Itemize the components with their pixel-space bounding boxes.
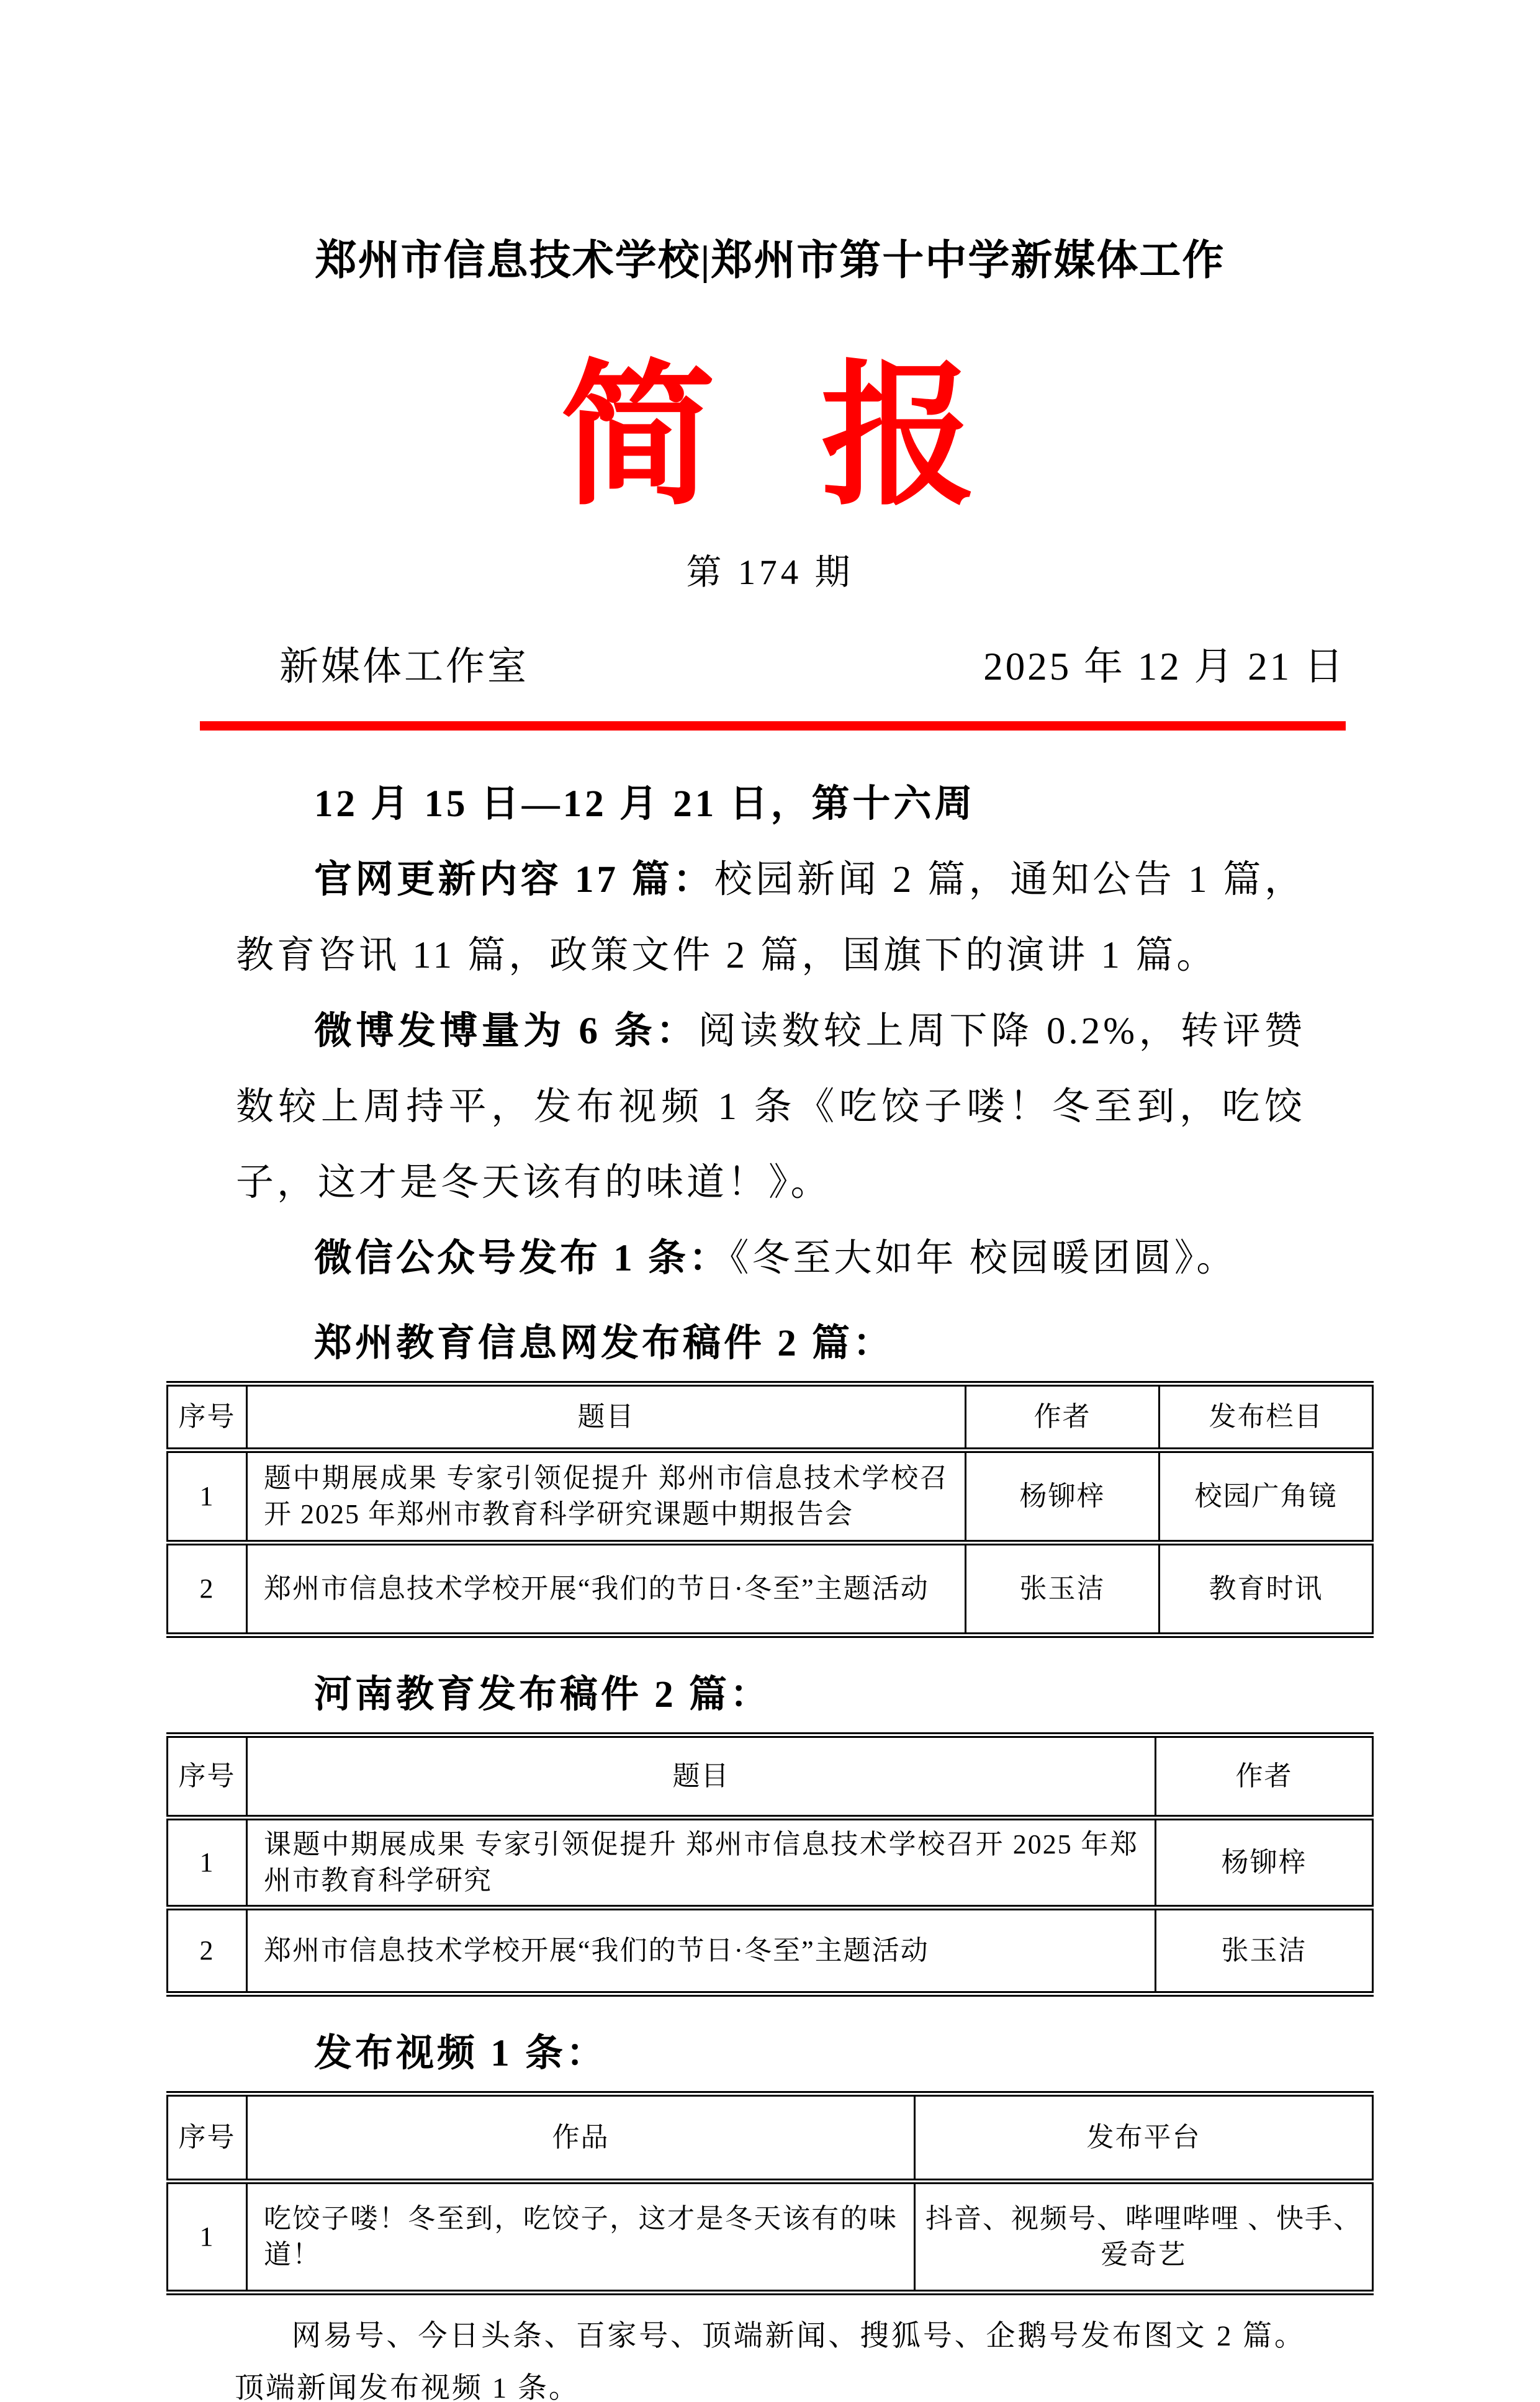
table-header-row — [168, 1735, 1373, 1818]
table-row — [168, 1908, 1373, 1994]
divider-rule — [200, 721, 1346, 731]
section-heading-henan: 河南教育发布稿件 2 篇： — [314, 1674, 772, 1716]
footer-note-text: 网易号、今日头条、百家号、顶端新闻、搜狐号、企鹅号发布图文 2 篇。顶端新闻发布视频 1 条。 — [235, 2320, 1305, 2402]
column-header-platform: 发布平台 — [915, 2094, 1373, 2182]
section-heading-video: 发布视频 1 条： — [314, 2033, 608, 2075]
table-published-video — [166, 2091, 1374, 2295]
week-range-text: 12 月 15 日—12 月 21 日，第十六周 — [314, 783, 976, 825]
cell-index: 1 — [168, 1818, 247, 1908]
column-header-work: 作品 — [247, 2094, 915, 2182]
cell-index: 1 — [168, 2182, 247, 2293]
footer-note — [235, 2310, 1305, 2402]
cell-title: 郑州市信息技术学校开展“我们的节日·冬至”主题活动 — [247, 1543, 966, 1635]
page-title: 简 报 — [560, 352, 980, 524]
paragraph-weibo — [236, 994, 1305, 1221]
paragraph-wechat-rest: 《冬至大如年 校园暖团圆》。 — [730, 1238, 1238, 1280]
cell-title: 郑州市信息技术学校开展“我们的节日·冬至”主题活动 — [247, 1908, 1156, 1994]
paragraph-weibo-rest: 阅读数较上周下降 0.2%，转评赞数较上周持平，发布视频 1 条《吃饺子喽！冬至到，吃饺子，这才是冬天该有的味道！》。 — [236, 1010, 1305, 1204]
cell-title: 题中期展成果 专家引领促提升 郑州市信息技术学校召开 2025 年郑州市教育科学研究课题中期报告会 — [247, 1451, 966, 1543]
cell-index: 2 — [168, 1543, 247, 1635]
section-heading-zhengzhou: 郑州教育信息网发布稿件 2 篇： — [314, 1323, 894, 1365]
table-header-row — [168, 2094, 1373, 2182]
cell-author: 张玉洁 — [1156, 1908, 1373, 1994]
table-row — [168, 2182, 1373, 2293]
body-text — [236, 767, 1305, 1297]
paragraph-wechat — [236, 1221, 1305, 1297]
issue-date: 2025 年 12 月 21 日 — [983, 644, 1346, 688]
table-row — [168, 1543, 1373, 1635]
paragraph-website — [236, 842, 1305, 994]
column-header-index: 序号 — [168, 1384, 247, 1451]
cell-index: 1 — [168, 1451, 247, 1543]
paragraph-wechat-lead: 微信公众号发布 1 条： — [314, 1238, 731, 1280]
column-header-column: 发布栏目 — [1160, 1384, 1373, 1451]
column-header-index: 序号 — [168, 1735, 247, 1818]
cell-platform: 抖音、视频号、哔哩哔哩 、快手、爱奇艺 — [915, 2182, 1373, 2293]
paragraph-weibo-lead: 微博发博量为 6 条： — [314, 1010, 698, 1053]
column-header-index: 序号 — [168, 2094, 247, 2182]
cell-title: 课题中期展成果 专家引领促提升 郑州市信息技术学校召开 2025 年郑州市教育科学研究 — [247, 1818, 1156, 1908]
cell-author: 张玉洁 — [966, 1543, 1160, 1635]
table-zhengzhou-articles — [166, 1381, 1374, 1638]
table-row — [168, 1818, 1373, 1908]
column-header-author: 作者 — [966, 1384, 1160, 1451]
byline-row — [279, 644, 1346, 689]
column-header-title: 题目 — [247, 1735, 1156, 1818]
cell-author: 杨铆梓 — [966, 1451, 1160, 1543]
cell-index: 2 — [168, 1908, 247, 1994]
table-header-row — [168, 1384, 1373, 1451]
cell-author: 杨铆梓 — [1156, 1818, 1373, 1908]
organization-line: 郑州市信息技术学校|郑州市第十中学新媒体工作 — [315, 238, 1225, 284]
cell-work: 吃饺子喽！冬至到，吃饺子，这才是冬天该有的味道！ — [247, 2182, 915, 2293]
week-range-line — [236, 767, 1305, 842]
cell-column: 教育时讯 — [1160, 1543, 1373, 1635]
issue-number: 第 174 期 — [686, 553, 854, 593]
cell-column: 校园广角镜 — [1160, 1451, 1373, 1543]
paragraph-website-lead: 官网更新内容 17 篇： — [314, 859, 714, 901]
table-row — [168, 1451, 1373, 1543]
table-henan-articles — [166, 1732, 1374, 1997]
column-header-author: 作者 — [1156, 1735, 1373, 1818]
office-name: 新媒体工作室 — [279, 644, 529, 688]
column-header-title: 题目 — [247, 1384, 966, 1451]
paragraph-website-rest: 校园新闻 2 篇，通知公告 1 篇，教育咨讯 11 篇，政策文件 2 篇，国旗下的演讲 1 篇。 — [236, 859, 1305, 977]
